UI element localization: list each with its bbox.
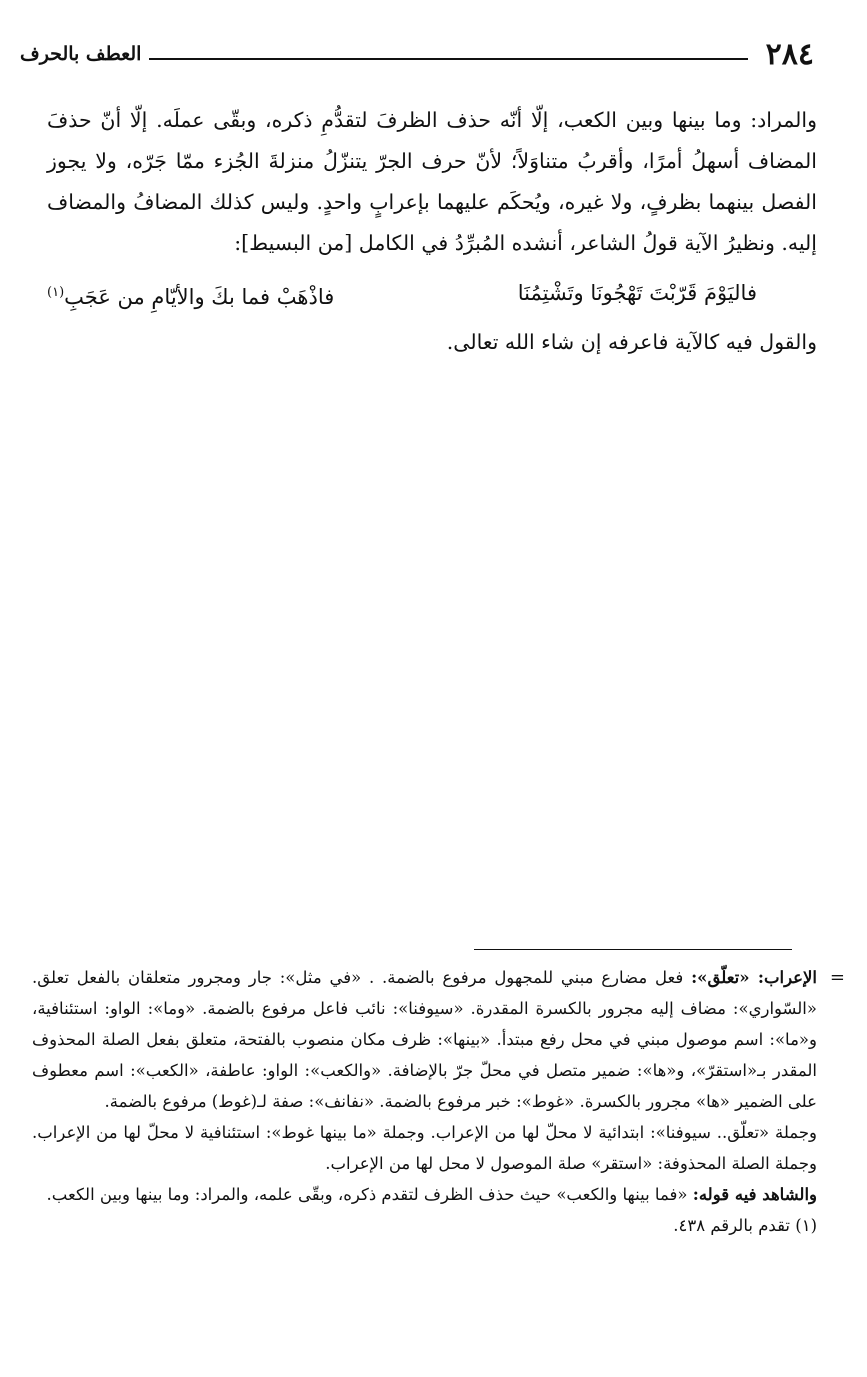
running-title: العطف بالحرف xyxy=(20,43,142,65)
footnote-line xyxy=(32,1179,817,1210)
poetry-verse xyxy=(47,264,817,318)
verse-second-text: فاذْهَبْ فما بكَ والأيّامِ من عَجَبِ xyxy=(64,285,335,309)
page-header xyxy=(20,34,814,74)
footnote-separator xyxy=(474,949,792,950)
header-rule xyxy=(149,58,747,60)
main-text xyxy=(47,100,817,363)
footnote-ref: (١) xyxy=(47,285,65,300)
closing-sentence: والقول فيه كالآية فاعرفه إن شاء الله تعالى. xyxy=(446,330,817,354)
footnote-note: (١) تقدم بالرقم ٤٣٨. xyxy=(673,1216,817,1235)
footnote-body xyxy=(32,962,845,1241)
continuation-marker: = xyxy=(829,967,845,988)
footnote-text: وجملة «تعلّق.. سيوفنا»: ابتدائية لا محلّ لها من الإعراب. وجملة «ما بينها غوط»: استئنافية لا محلّ لها من الإعراب. وجملة الصلة المحذوفة: «استقر» صلة الموصول لا محل لها من الإعراب. xyxy=(32,1123,817,1173)
footnote-lead: والشاهد فيه قوله: xyxy=(692,1185,817,1204)
footnote-text: «فما بينها والكعب» حيث حذف الظرف لتقدم ذكره، وبقّى علمه، والمراد: وما بينها وبين الكعب. xyxy=(46,1185,693,1204)
footnote-text: فعل مضارع مبني للمجهول مرفوع بالضمة. . «في مثل»: جار ومجرور متعلقان بالفعل تعلق. «السّواري»: مضاف إليه مجرور بالكسرة المقدرة. «سيوفنا»: نائب فاعل مرفوع بالضمة. «وما»: الواو: استئنافية، و«ما»: اسم موصول مبني في محل رفع مبتدأ. «بينها»: ظرف مكان منصوب بالفتحة، متعلق بفعل الصلة المحذوف المقدر بـ«استقرّ»، و«ها»: ضمير متصل في محلّ جرّ بالإضافة. «والكعب»: الواو: عاطفة، «الكعب»: اسم معطوف على الضمير «ها» مجرور بالكسرة. «غوط»: خبر مرفوع بالضمة. «نفانف»: صفة لـ(غوط) مرفوع بالضمة. xyxy=(32,968,817,1111)
footnote-line xyxy=(32,962,817,1117)
verse-first-hemistich: فاليَوْمَ قَرّبْتَ تَهْجُونَا وتَشْتِمُنَا xyxy=(517,281,757,305)
footnotes xyxy=(32,962,845,1241)
footnote-line xyxy=(32,1117,817,1179)
verse-second-hemistich xyxy=(47,272,334,318)
footnote-lead: الإعراب: «تعلّق»: xyxy=(691,968,818,987)
main-paragraph: والمراد: وما بينها وبين الكعب، إلّا أنّه حذف الظرفَ لتقدُّمِ ذكره، وبقّى عملَه. إلّا أنّ حذفَ المضاف أسهلُ أمرًا، وأقربُ متناوَلاً؛ لأنّ حرف الجرّ يتنزّلُ منزلةَ الجُزء ممّا جَرّه، ولا يجوز الفصل بينهما بظرفٍ، ولا غيره، ويُحكَم عليهما بإعرابٍ واحدٍ. وليس كذلك المضافُ والمضاف إليه. ونظيرُ الآية قولُ الشاعر، أنشده المُبرِّدُ في الكامل [من البسيط]: xyxy=(47,108,817,255)
page-number: ٢٨٤ xyxy=(765,36,814,72)
